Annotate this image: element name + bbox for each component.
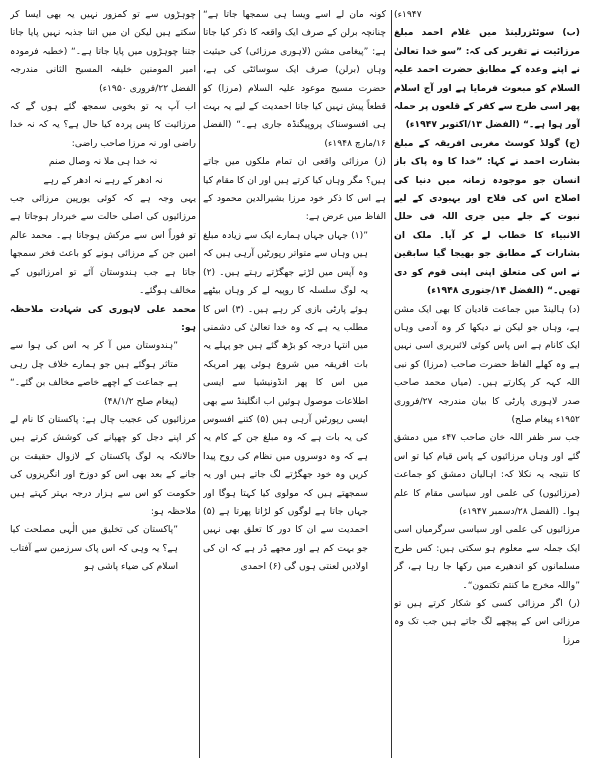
left-column xyxy=(10,6,196,764)
paragraph: (ز) مرزائی واقعی ان تمام ملکوں میں جاتے ہیں؟ مگر وہاں کیا کرتے ہیں اور ان کا مقام کیا ہے اس کا ذکر خود مرزا بشیرالدین محمود کے الفاظ میں عرض ہے: xyxy=(203,156,386,223)
paragraph: جب سر ظفر اللہ خان صاحب ۴۷ء میں دمشق گئے اور وہاں مرزائیوں کے پاس قیام کیا تو اس کا نتیجہ یہ نکلا کہ: اہالیان دمشق کو جماعت (مرزائیوں) کی علمی اور سیاسی مقام کا علم ہوا۔ (الفضل ۲۸/دسمبر ۱۹۴۷ء) xyxy=(394,432,580,517)
right-column xyxy=(394,6,580,764)
verse-line: نہ ادھر کے رہے نہ ادھر کے رہے xyxy=(43,174,163,186)
quote-paragraph: ”(۱) جہاں جہاں ہمارے ایک سے زیادہ مبلغ ہیں وہاں سے متواتر رپورٹیں آرہی ہیں کہ وہ آپس میں لڑتے جھگڑتے رہتے ہیں۔ (۲) یہ لوگ سلسلہ کا روپیہ لے کر وہاں بیٹھے ہوئے پارٹی بازی کر رہے ہیں۔ (۳) اس کا مطلب یہ ہے کہ وہ خدا تعالیٰ کی دشمنی میں انتہا درجہ کو بڑھ گئے ہیں جو پہلے یہ بات افریقہ میں شروع ہوئی پھر امریکہ میں اس کا پھر انڈونیشیا سے ایسی اطلاعات موصول ہوئیں اب انگلینڈ سے بھی ایسی رپورٹیں آرہی ہیں (۵) کتنے افسوس کی یہ بات ہے کہ وہ مبلغ جن کے کام یہ ہے کہ وہ دوسروں میں نظام کی روح پیدا کریں وہ خود جھگڑتے لگ جاتے ہیں اور یہ سمجھتے ہیں کہ مولوی کیا کہتا ہوگا اور جہاں جاتا ہے لوگوں کو لڑاتا پھرتا ہے (۵) احمدیت سے ان کا دور کا تعلق بھی نہیں جو بہت کم ہے اور مجھے ڈر ہے کہ ان کی اولادیں لعنتی ہوں گی (۶) احمدی xyxy=(203,229,368,573)
paragraph: (ر) اگر مرزائی کسی کو شکار کرتے ہیں تو مرزائی اس کے پیچھے لگ جاتے ہیں جب تک وہ مرزا xyxy=(394,598,580,646)
paragraph: مرزائیوں کی عجیب چال ہے: پاکستان کا نام لے کر اپنے دجل کو چھپانے کی کوشش کرتے ہیں حالانکہ یہ لوگ پاکستان کے لازوال حقیقت بن جانے کے بعد بھی اس کو دوزخ اور انگریزوں کی حکومت کو اس سے ہزار درجہ بہتر کہتے ہیں ملاحظہ ہو: xyxy=(10,413,196,517)
paragraph: چوہڑوں سے تو کمزور نہیں یہ بھی ایسا کر سکتے ہیں لیکن ان میں اتنا جذبہ نہیں پایا جاتا جتنا چوہڑوں میں پایا جاتا ہے۔“ (خطبہ فرمودہ امیر المومنین خلیفہ المسیح الثانی مندرجہ الفضل ۲۲/فروری ۱۹۵۰ء) xyxy=(10,9,196,94)
paragraph: (د) ہالینڈ میں جماعت قادیان کا بھی ایک مشن ہے، وہاں جو لیکن نے دیکھا کر وہ آدمی وہاں ایک کانام ہے اس پاس کوئی لائبریری اسی نہیں ہے وہ کھلے الفاظ حضرت صاحب (مرزا) کو نبی اللہ کہہ کر پکارتے ہیں۔ (میاں محمد صاحب صدر لاہوری پارٹی کا بیان مندرجہ ۲۷/فروری ۱۹۵۲ء پیغام صلح) xyxy=(394,303,580,425)
paragraph: یہی وجہ ہے کہ کوئی یورپین مرزائی جب مرزائیوں کی اصلی حالت سے خبردار ہوجاتا ہے تو فوراً اس سے مرکش ہوجاتا ہے۔ محمد عالم امین جن کے مرزائی ہونے کو باعث فخر سمجھا جاتا ہے جب ہندوستان آئے تو امرزائیوں کے مخالف ہوگئے۔ xyxy=(10,193,196,297)
verse-line: نہ خدا ہی ملا نہ وصال صنم xyxy=(48,156,158,168)
column-divider xyxy=(391,10,392,758)
quote-paragraph: ”ہندوستان میں آ کر یہ اس کی ہوا سے متاثر ہوگئے ہیں جو ہمارے خلاف چل رہی ہے جماعت کے اچھے خاصے مخالف بن گئے۔“ (پیغام صلح ۴۸/۱/۲) xyxy=(10,340,178,407)
paragraph: مرزائیوں کی علمی اور سیاسی سرگرمیاں اسی ایک جملہ سے معلوم ہو سکتی ہیں: کس طرح مسلمانوں کو اندھیرے میں رکھا جا رہا ہے، گر ”واللہ مخرج ما کنتم تکتمون“۔ xyxy=(394,524,580,591)
quote-paragraph: ”پاکستان کی تخلیق میں الٰہی مصلحت کیا ہے؟ یہ وہی کہ اس پاک سرزمین سے آفتاب اسلام کی ضیاء پاشی ہو xyxy=(10,524,178,573)
paragraph: محمد علی لاہوری کی شہادت ملاحظہ ہو: xyxy=(10,303,196,333)
column-divider xyxy=(199,10,200,758)
paragraph: اب آپ یہ تو بخوبی سمجھ گئے ہوں گے کہ مرزائیت کا پس پردہ کیا حال ہے؟ یہ کہ نہ خدا راضی اور نہ مرزا صاحب راضی: xyxy=(10,101,196,149)
paragraph: (ب) سوئٹزرلینڈ میں غلام احمد مبلغ مرزائیت نے تقریر کی کہ: ”سو خدا تعالیٰ نے اپنے وعدہ کے مطابق حضرت احمد علیہ السلام کو مبعوث فرمایا ہے اور آج اسلام پھر اسی طرح سے کفر کے قلعوں پر حملہ آور ہوا ہے۔“ (الفضل ۱۳/اکتوبر ۱۹۴۷ء) xyxy=(394,27,580,131)
paragraph: کونہ مان لے اسے ویسا ہی سمجھا جاتا ہے“ چنانچہ برلن کے صرف ایک واقعہ کا ذکر کیا جاتا ہے: ”پیغامی مشن (لاہوری مرزائی) کی حیثیت وہاں (برلن) صرف ایک سوسائٹی کی ہے، حضرت مسیح موعود علیہ السلام (مرزا) کو قطعاً پیش نہیں کیا جاتا احمدیت کے لیے یہ بہت ہی افسوسناک پروپیگنڈہ جاری ہے۔“ (الفضل ۱۶/مارچ ۱۹۴۸ء) xyxy=(203,9,386,149)
paragraph: ۱۹۴۷ء) xyxy=(394,9,422,20)
paragraph: (ج) گولڈ کوسٹ مغربی افریقہ کے مبلغ بشارت احمد نے کہا: ”خدا کا وہ پاک باز انسان جو موجودہ زمانہ میں دنیا کی اصلاح اس کی فلاح اور بہبودی کے لیے نبوت کے جلے میں جری اللہ فی حلل الانبیاء کا خطاب لے کر آیا۔ ملک ان بشارات کے مطابق جو بھیجا گیا سابقین نے اس کی متعلق اپنی اپنی قوم کو دی تھیں۔“ (الفضل ۱۴/جنوری ۱۹۴۸ء) xyxy=(394,137,580,297)
middle-column xyxy=(203,6,386,764)
